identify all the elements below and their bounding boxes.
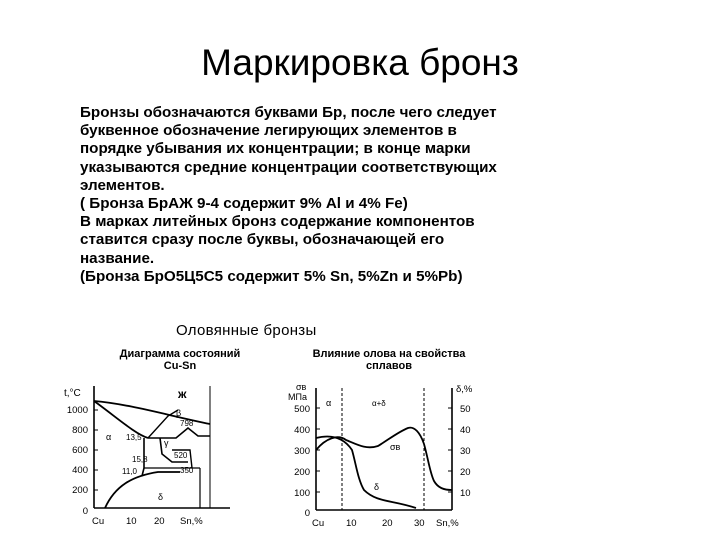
body-line: указываются средние концентрации соответствующих [80,158,497,176]
body-line: элементов. [80,176,165,194]
properties-diagram-title-line2: сплавов [366,360,412,372]
figure-title: Оловянные бронзы [176,322,317,339]
properties-left-tick: 400 [294,425,310,436]
properties-region-label: α [326,398,332,408]
phase-y-tick: 200 [72,485,88,496]
phase-x-tick: Sn,% [180,516,203,527]
properties-right-tick: 30 [460,446,471,457]
phase-annotation: γ [164,438,169,448]
properties-left-axis-unit: МПа [288,392,307,402]
phase-annotation: 15,8 [132,455,148,464]
properties-x-tick: 20 [382,518,393,529]
body-line: название. [80,249,155,267]
body-text [80,104,570,286]
phase-y-tick: 800 [72,425,88,436]
properties-right-tick: 20 [460,467,471,478]
properties-right-tick: 40 [460,425,471,436]
body-line: (Бронза БрО5Ц5С5 содержит 5% Sn, 5%Zn и 5%Pb) [80,267,463,285]
body-line: буквенное обозначение легирующих элементов в [80,122,457,140]
phase-annotation: α [106,432,112,442]
phase-y-tick: 600 [72,445,88,456]
body-line: В марках литейных бронз содержание компонентов [80,213,475,231]
properties-x-tick: Sn,% [436,518,459,529]
phase-diagram-title-line2: Cu-Sn [163,360,197,372]
body-line: порядке убывания их концентрации; в конце марки [80,140,471,158]
phase-diagram [60,376,260,536]
phase-diagram-title [92,348,268,372]
phase-x-tick: Cu [92,516,105,527]
body-line: ставится сразу после буквы, обозначающей его [80,231,445,249]
properties-left-tick: 100 [294,488,310,499]
phase-y-tick: 400 [72,465,88,476]
phase-annotation: β [176,408,182,418]
body-line: ( Бронза БрАЖ 9-4 содержит 9% Al и 4% Fe) [80,195,408,213]
properties-x-tick: 30 [414,518,425,529]
properties-tick-marks [316,408,452,492]
phase-y-tick: 1000 [66,405,88,416]
phase-annotation: 350 [180,466,194,475]
slide-title: Маркировка бронз [201,42,519,83]
properties-diagram-svg [286,378,496,536]
phase-annotation: 520 [174,451,188,460]
phase-annotation: 13,5 [126,433,142,442]
properties-diagram-title [282,348,496,372]
phase-annotation: δ [158,492,164,502]
properties-left-tick: 500 [294,404,310,415]
properties-left-tick: 0 [304,508,310,519]
properties-diagram-title-line1: Влияние олова на свойства [312,348,466,360]
phase-diagram-title-line1: Диаграмма состояний [119,348,241,360]
properties-right-tick: 10 [460,488,471,499]
phase-y-tick: 0 [82,506,88,517]
properties-region-label: α+δ [372,399,386,408]
properties-left-tick: 300 [294,446,310,457]
phase-solvus-line [105,472,180,508]
phase-annotation: 798 [180,419,194,428]
properties-left-axis-label: σв [296,382,307,392]
properties-curve-label: δ [374,482,380,492]
properties-diagram [286,378,496,536]
properties-right-tick: 50 [460,404,471,415]
phase-x-tick: 10 [126,516,137,527]
phase-annotation: 11,0 [122,467,137,476]
phase-y-axis-label: t,°C [64,388,81,399]
properties-x-tick: 10 [346,518,357,529]
properties-curve-label: σв [390,442,401,452]
phase-annotation: ж [178,387,187,401]
phase-beta-boundary [148,428,210,438]
properties-right-axis-label: δ,% [456,384,473,395]
properties-left-tick: 200 [294,467,310,478]
body-line: Бронзы обозначаются буквами Бр, после чего следует [80,104,497,121]
phase-x-tick: 20 [154,516,165,527]
phase-diagram-svg [60,376,260,536]
properties-x-tick: Cu [312,518,325,529]
